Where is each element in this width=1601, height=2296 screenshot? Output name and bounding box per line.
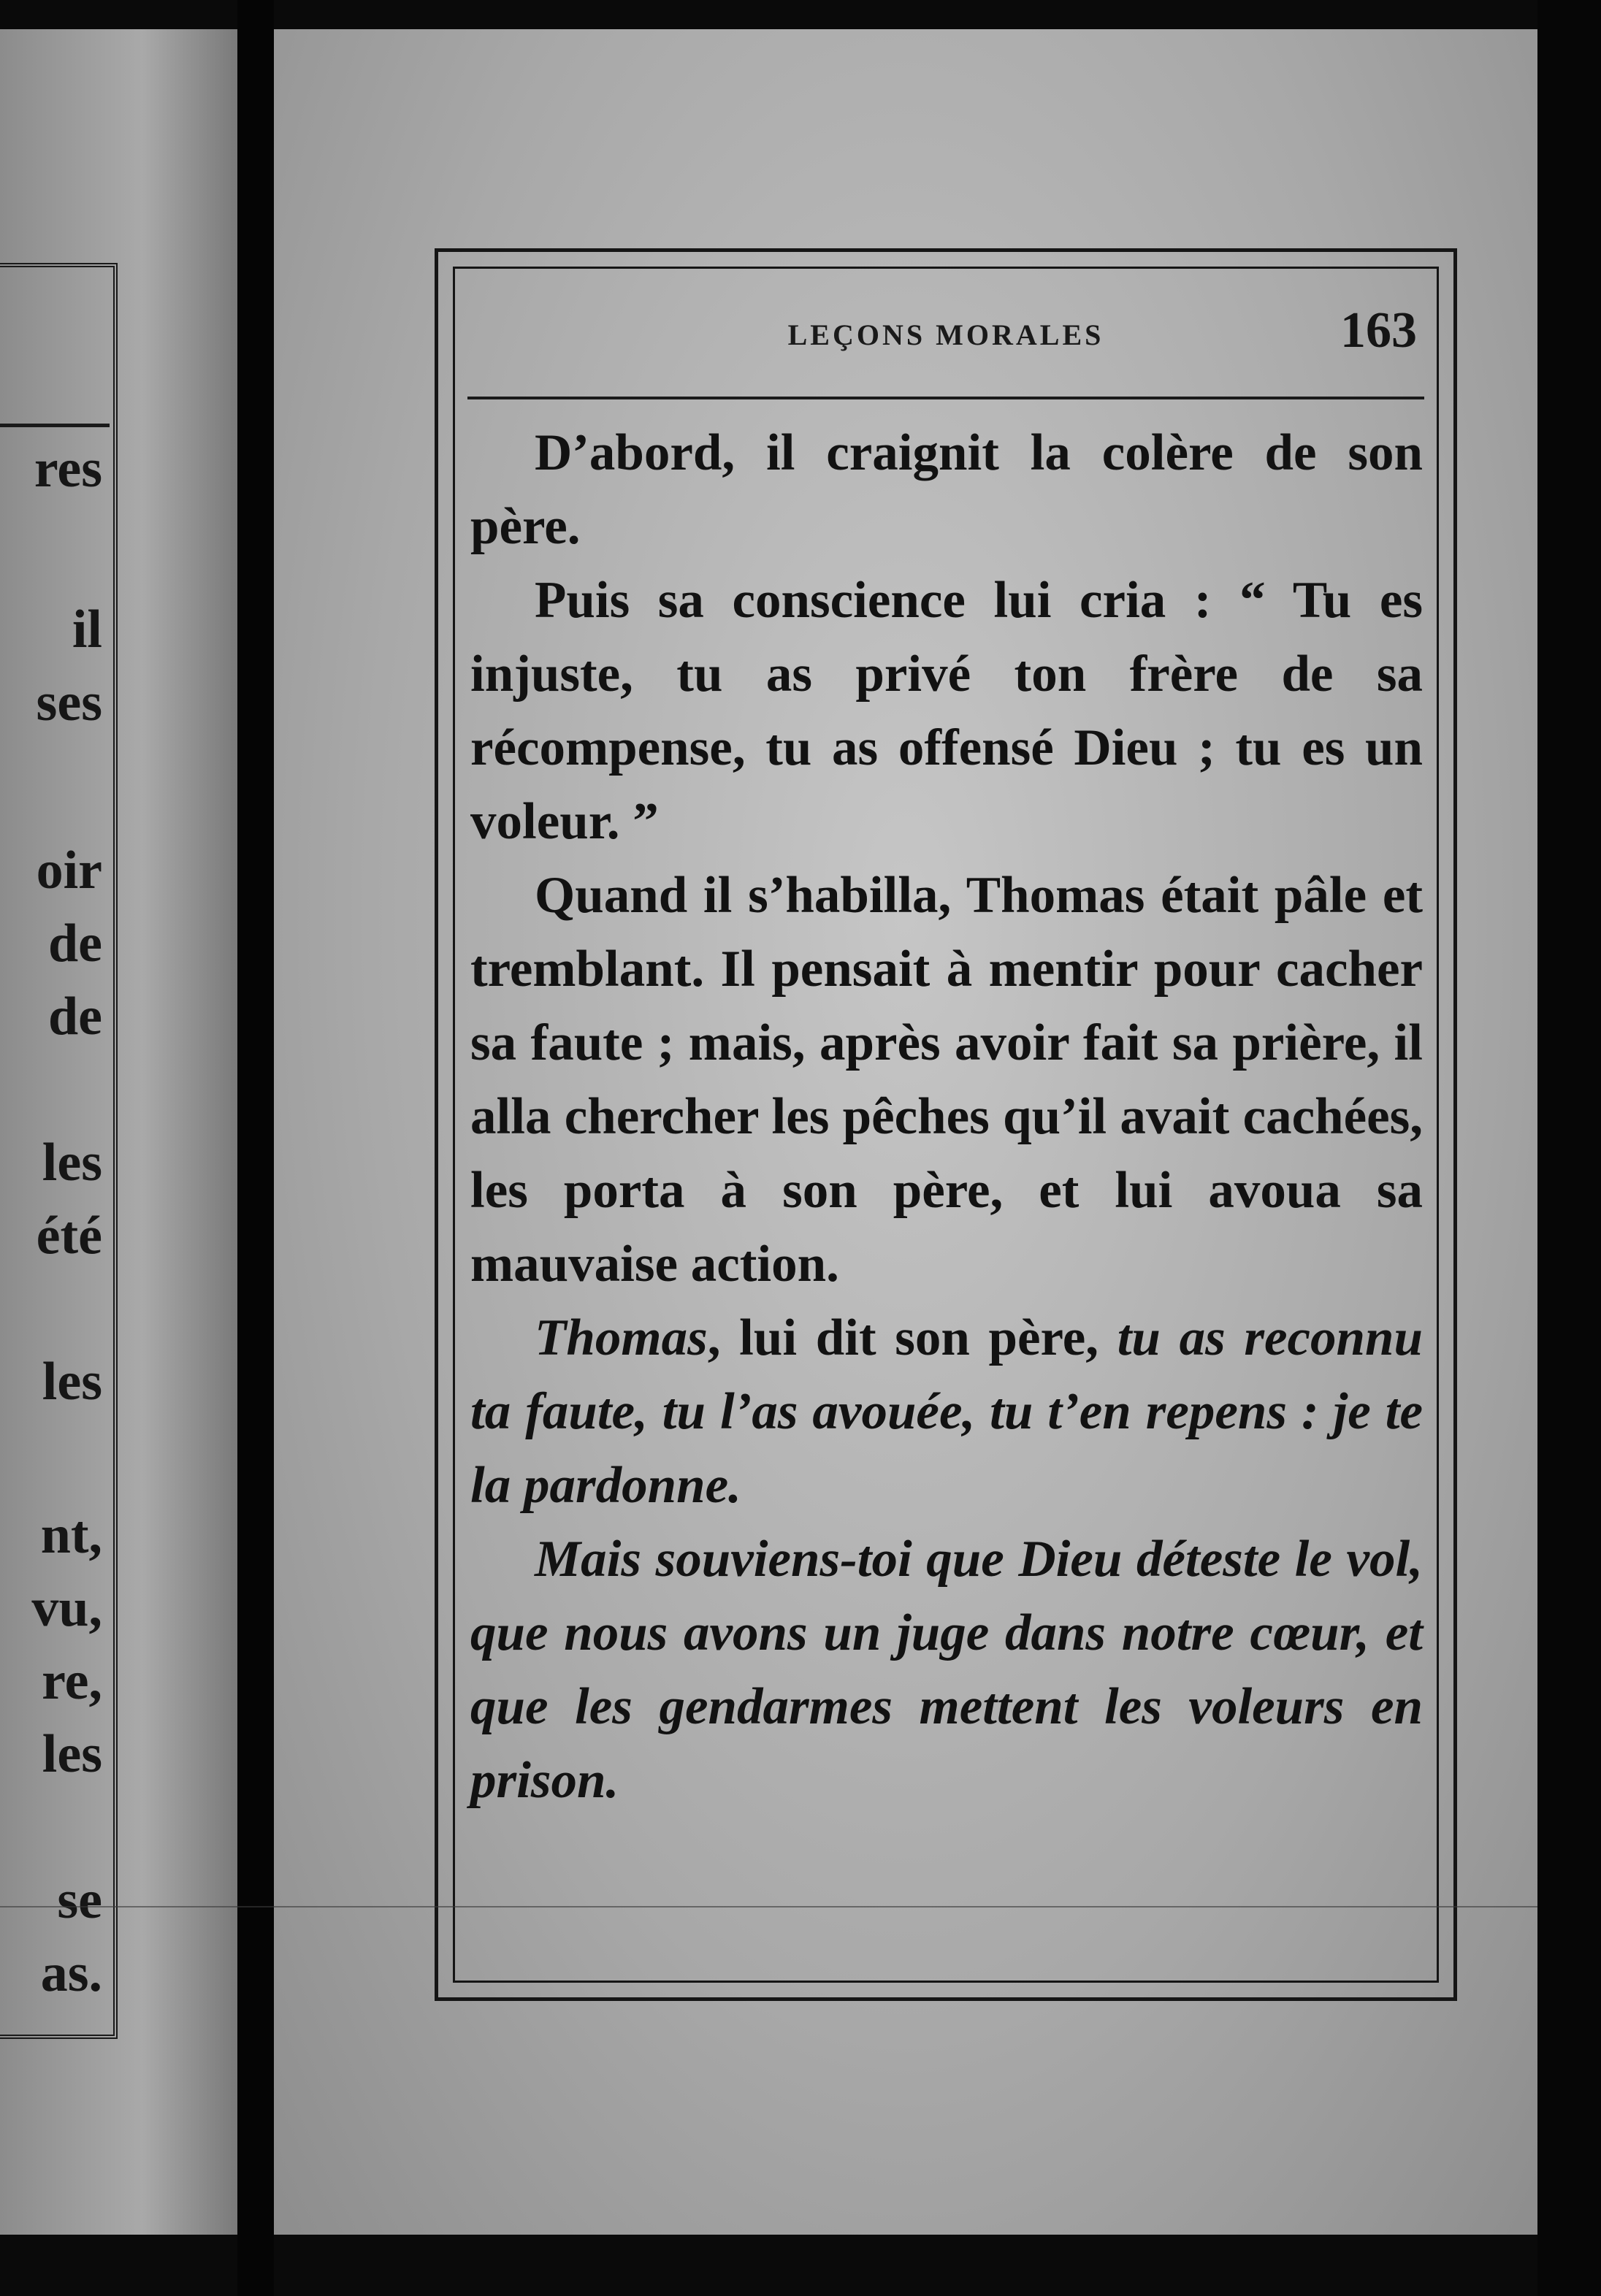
left-page-fragment: les bbox=[42, 1133, 102, 1193]
page-frame bbox=[435, 248, 1457, 2001]
dialogue-tag: , lui dit son père, bbox=[707, 1309, 1117, 1366]
left-page-fragment: se bbox=[57, 1870, 102, 1930]
left-page-fragment: de bbox=[48, 987, 102, 1046]
left-page-rule bbox=[0, 424, 110, 427]
paragraph-3: Quand il s’habilla, Thomas était pâle et tremblant. Il pensait à mentir pour cacher sa faute ; mais, après avoir fait sa prière, il alla chercher les pêches qu’il avait cachées, les porta à son père, et lui avoua sa mauvaise action. bbox=[470, 867, 1423, 1293]
left-page-fragment: vu, bbox=[31, 1578, 102, 1638]
left-page-fragment: de bbox=[48, 914, 102, 973]
header-rule bbox=[467, 397, 1424, 399]
left-page bbox=[0, 29, 237, 2235]
paragraph-5: Mais souviens-toi que Dieu déteste le vol, que nous avons un juge dans notre cœur, et que les gendarmes mettent les voleurs en prison. bbox=[470, 1531, 1423, 1809]
left-page-fragment: les bbox=[42, 1352, 102, 1412]
right-page bbox=[274, 29, 1537, 2235]
left-page-fragment: oir bbox=[36, 841, 102, 900]
scan-line bbox=[0, 1906, 1537, 1907]
book-gutter bbox=[237, 0, 274, 2296]
paragraph-4 bbox=[470, 1301, 1423, 1523]
father-speech: tu as reconnu ta faute, tu l’as avouée, tu t’en repens : je te la pardonne. bbox=[470, 1309, 1423, 1514]
left-page-fragment: res bbox=[34, 439, 102, 499]
left-page-fragment: les bbox=[42, 1724, 102, 1784]
speaker-name: Thomas bbox=[535, 1309, 708, 1366]
left-page-fragment: as. bbox=[40, 1943, 102, 2003]
left-page-fragment: été bbox=[36, 1206, 102, 1266]
left-page-fragment: re, bbox=[42, 1651, 102, 1711]
film-edge bbox=[1537, 0, 1601, 2296]
running-title: LEÇONS MORALES bbox=[787, 318, 1104, 351]
left-page-fragment: nt, bbox=[40, 1505, 102, 1565]
body-text bbox=[470, 416, 1423, 1818]
paragraph-1: D’abord, il craignit la colère de son père. bbox=[470, 424, 1423, 555]
paragraph-2: Puis sa conscience lui cria : “ Tu es injuste, tu as privé ton frère de sa récompense, tu as offensé Dieu ; tu es un voleur. ” bbox=[470, 572, 1423, 850]
page-number: 163 bbox=[1340, 302, 1417, 359]
running-head bbox=[467, 296, 1424, 369]
left-page-fragment: il bbox=[72, 600, 102, 659]
left-page-fragment: ses bbox=[36, 673, 102, 732]
